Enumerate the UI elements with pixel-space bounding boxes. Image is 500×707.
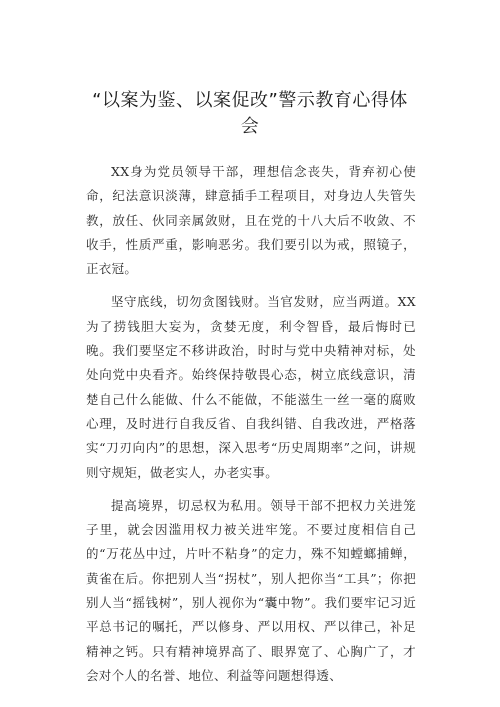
paragraph-2: 坚守底线，切勿贪图钱财。当官发财，应当两道。XX为了捞钱胆大妄为，贪婪无度，利令智昏，最后悔时已晚。我们要坚定不移讲政治，时时与党中央精神对标，处处向党中央看齐。始终保持敬畏心态，树立底线意识，清楚自己什么能做、什么不能做，不能滋生一丝一毫的腐败心理，及时进行自我反省、自我纠错、自我改进，严格落实“刀刃向内”的思想，深入思考“历史周期率”之问，讲规则守规矩，做老实人，办老实事。	[86, 294, 416, 480]
document-body	[86, 160, 416, 697]
paragraph-3: 提高境界，切忌权为私用。领导干部不把权力关进笼子里，就会因滥用权力被关进牢笼。不要过度相信自己的“万花丛中过，片叶不粘身”的定力，殊不知螳螂捕蝉，黄雀在后。你把别人当“拐杖”，别人把你当“工具”；你把别人当“摇钱树”，别人视你为“囊中物”。我们要牢记习近平总书记的嘱托，严以修身、严以用权、严以律己，补足精神之钙。只有精神境界高了、眼界宽了、心胸广了，才会对个人的名誉、地位、利益等问题想得透、	[86, 497, 416, 683]
title-line-2: 会	[240, 116, 260, 137]
paragraph-1: XX身为党员领导干部，理想信念丧失，背弃初心使命，纪法意识淡薄，肆意插手工程项目，对身边人失管失教，放任、伙同亲属敛财，且在党的十八大后不收敛、不收手，性质严重，影响恶劣。我们要引以为戒，照镜子，正衣冠。	[86, 164, 416, 277]
title-line-1: “以案为鉴、以案促改”警示教育心得体	[92, 90, 408, 111]
document-title	[90, 88, 410, 140]
